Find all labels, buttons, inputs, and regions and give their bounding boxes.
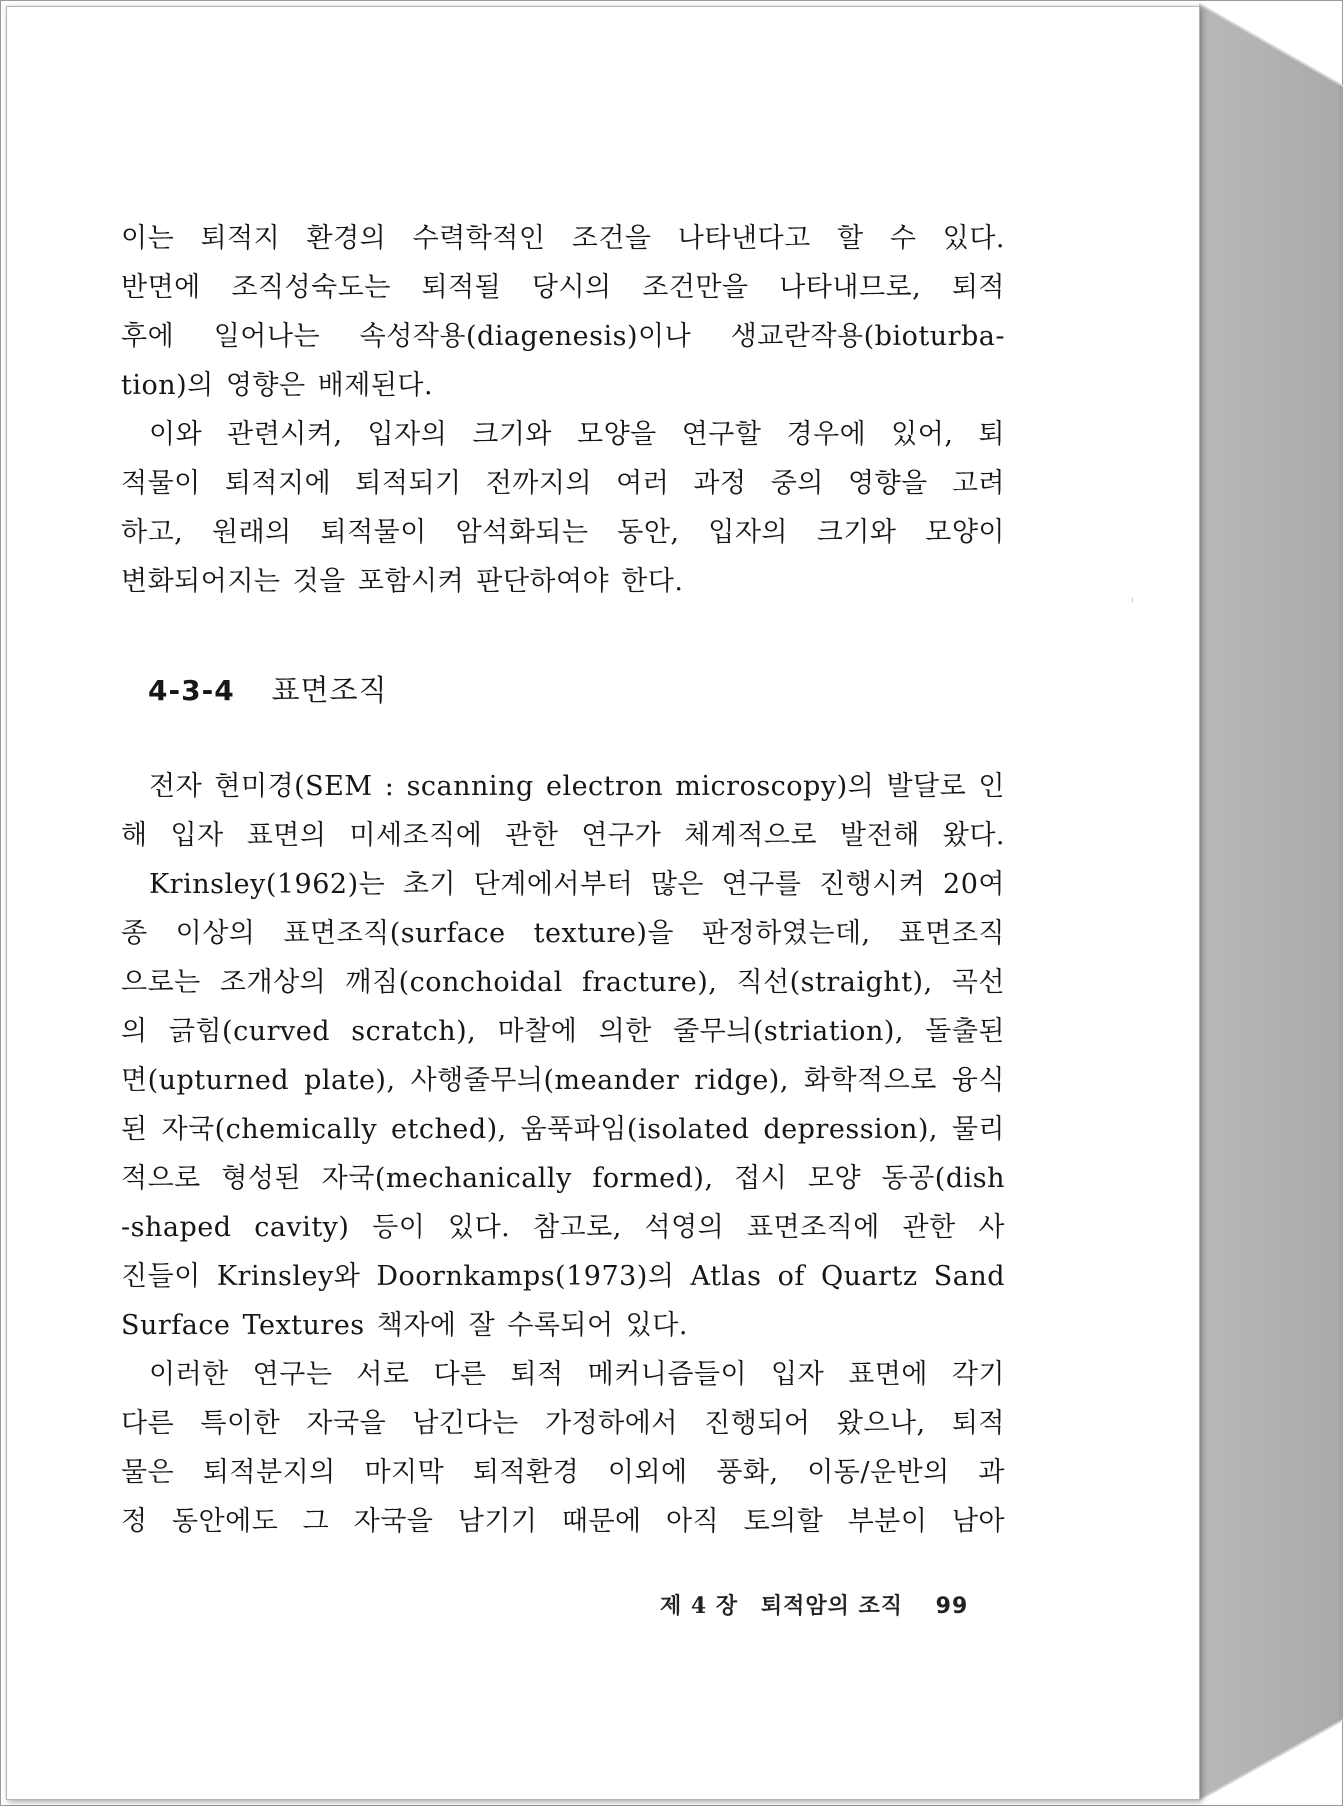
paragraph-1 xyxy=(121,214,1005,410)
text-line: Krinsley(1962)는 초기 단계에서부터 많은 연구를 진행시켜 20여 xyxy=(149,869,1005,900)
footer-chapter: 제 4 장 xyxy=(660,1593,739,1619)
text-line: 다른 특이한 자국을 남긴다는 가정하에서 진행되어 왔으나, 퇴적 xyxy=(121,1408,1005,1439)
paragraph-5 xyxy=(121,1350,1005,1546)
text-line: tion)의 영향은 배제된다. xyxy=(121,370,434,401)
text-line: 반면에 조직성숙도는 퇴적될 당시의 조건만을 나타내므로, 퇴적 xyxy=(121,272,1005,303)
text-line: 전자 현미경(SEM : scanning electron microscopy)의 발달로 인 xyxy=(149,771,1005,802)
footer-chapter-title: 퇴적암의 조직 xyxy=(760,1593,903,1619)
book-side-shape xyxy=(1199,0,1343,1806)
text-line: 이와 관련시켜, 입자의 크기와 모양을 연구할 경우에 있어, 퇴 xyxy=(149,419,1005,450)
text-line: 의 긁힘(curved scratch), 마찰에 의한 줄무늬(striation), 돌출된 xyxy=(121,1016,1005,1047)
text-line: 진들이 Krinsley와 Doornkamps(1973)의 Atlas of Quartz Sand xyxy=(121,1261,1005,1292)
text-line: 변화되어지는 것을 포함시켜 판단하여야 한다. xyxy=(121,566,684,597)
text-line: 면(upturned plate), 사행줄무늬(meander ridge), 화학적으로 융식 xyxy=(121,1065,1005,1096)
paragraph-4 xyxy=(121,860,1005,1350)
text-line: 정 동안에도 그 자국을 남기기 때문에 아직 토의할 부분이 남아 xyxy=(121,1506,1005,1537)
text-line: 하고, 원래의 퇴적물이 암석화되는 동안, 입자의 크기와 모양이 xyxy=(121,517,1005,548)
paragraph-2 xyxy=(121,410,1005,606)
text-line: 물은 퇴적분지의 마지막 퇴적환경 이외에 풍화, 이동/운반의 과 xyxy=(121,1457,1005,1488)
text-line: -shaped cavity) 등이 있다. 참고로, 석영의 표면조직에 관한 사 xyxy=(121,1212,1005,1243)
page-mark xyxy=(1132,598,1133,602)
text-line: 된 자국(chemically etched), 움푹파임(isolated depression), 물리 xyxy=(121,1114,1005,1145)
text-line: Surface Textures 책자에 잘 수록되어 있다. xyxy=(121,1310,688,1341)
section-body xyxy=(121,762,1005,1546)
book-side-block xyxy=(1199,0,1343,1806)
section-heading xyxy=(148,670,1005,710)
text-line: 종 이상의 표면조직(surface texture)을 판정하였는데, 표면조직 xyxy=(121,918,1005,949)
text-line: 적으로 형성된 자국(mechanically formed), 접시 모양 동공(dish xyxy=(121,1163,1005,1194)
text-line: 으로는 조개상의 깨짐(conchoidal fracture), 직선(straight), 곡선 xyxy=(121,967,1005,998)
section-number: 4-3-4 xyxy=(148,674,235,707)
text-line: 이는 퇴적지 환경의 수력학적인 조건을 나타낸다고 할 수 있다. xyxy=(121,223,1005,254)
paragraph-3 xyxy=(121,762,1005,860)
text-line: 적물이 퇴적지에 퇴적되기 전까지의 여러 과정 중의 영향을 고려 xyxy=(121,468,1005,499)
text-line: 후에 일어나는 속성작용(diagenesis)이나 생교란작용(bioturba- xyxy=(121,321,1005,352)
page-body xyxy=(121,214,1005,1546)
text-line: 해 입자 표면의 미세조직에 관한 연구가 체계적으로 발전해 왔다. xyxy=(121,820,1005,851)
section-title: 표면조직 xyxy=(271,673,388,707)
page-number: 99 xyxy=(935,1594,969,1619)
text-line: 이러한 연구는 서로 다른 퇴적 메커니즘들이 입자 표면에 각기 xyxy=(149,1359,1005,1390)
running-footer xyxy=(660,1589,968,1620)
